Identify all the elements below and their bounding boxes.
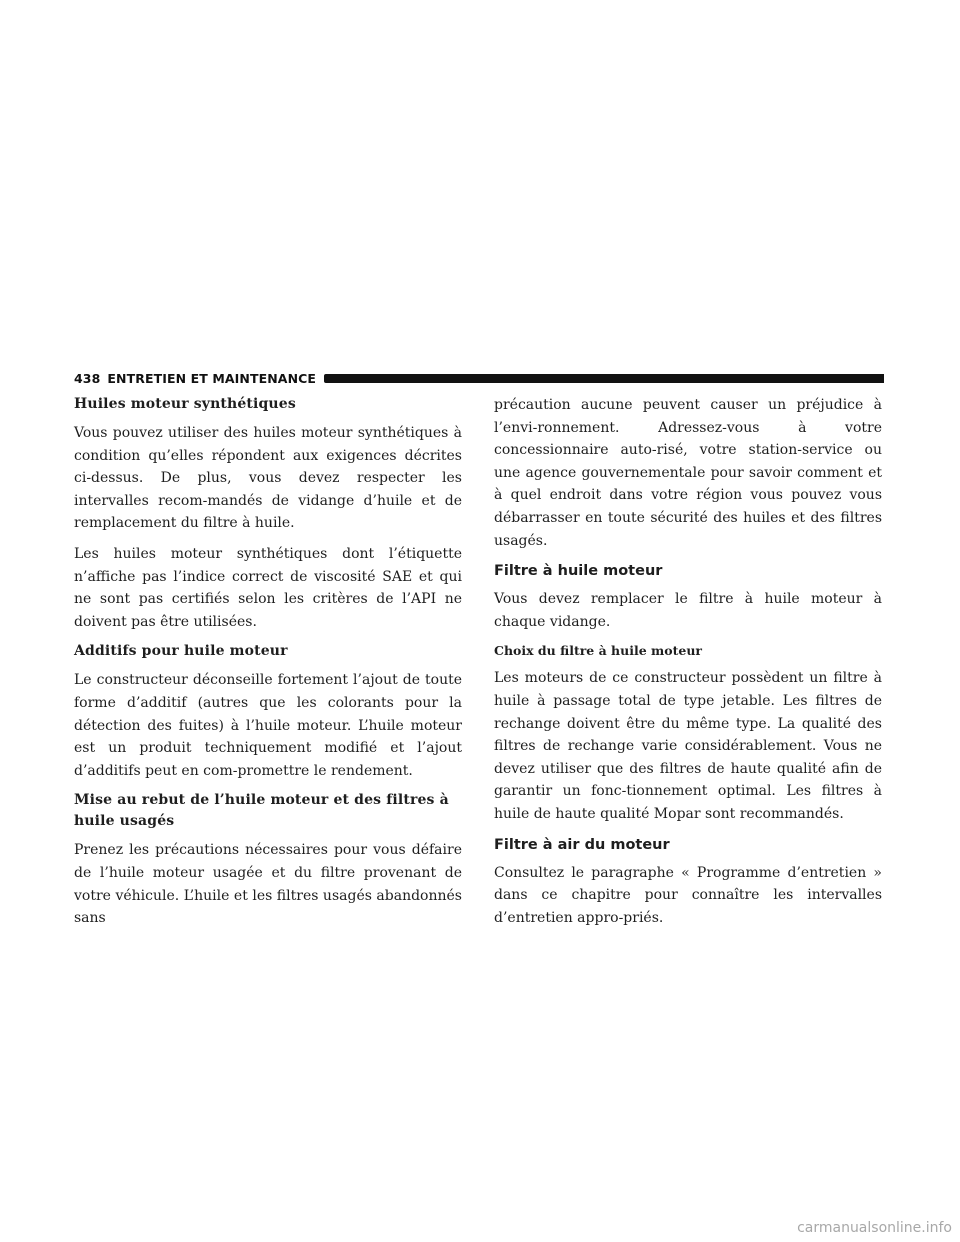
additives-paragraph: Le constructeur déconseille fortement l’ajout de toute forme d’additif (autres que les colorants pour la détection des fuites) à l’huile moteur. L’huile moteur est un produit techniquement modifié et l’ajout d’additifs peut en com-promettre le rendement. — [74, 672, 462, 779]
oil-filter-paragraph: Vous devez remplacer le filtre à huile moteur à chaque vidange. — [494, 591, 882, 630]
page-header — [74, 370, 884, 386]
synthetic-oils-heading: Huiles moteur synthétiques — [74, 396, 296, 412]
disposal-heading: Mise au rebut de l’huile moteur et des filtres à huile usagés — [74, 792, 449, 830]
right-column — [494, 394, 882, 937]
oil-filter-heading: Filtre à huile moteur — [494, 563, 663, 580]
filter-choice-paragraph: Les moteurs de ce constructeur possèdent un filtre à huile à passage total de type jetable. Les filtres de rechange doivent être du même type. La qualité des filtres de rechange varie considérablement. Vous ne devez utiliser que des filtres de haute qualité afin de garantir un fonc-tionnement optimal. Les filtres à huile de haute qualité Mopar sont recommandés. — [494, 670, 882, 822]
synthetic-oils-paragraph-2: Les huiles moteur synthétiques dont l’étiquette n’affiche pas l’indice correct de viscosité SAE et qui ne sont pas certifiés selon les critères de l’API ne doivent pas être utilisées. — [74, 545, 462, 630]
page-number: 438 — [74, 370, 101, 386]
disposal-paragraph-continued: précaution aucune peuvent causer un préjudice à l’envi-ronnement. Adressez-vous à votre concessionnaire auto-risé, votre station-service ou une agence gouvernementale pour savoir comment et à quel endroit dans votre région vous pouvez vous débarrasser en toute sécurité des huiles et des filtres usagés. — [494, 397, 882, 549]
air-filter-heading: Filtre à air du moteur — [494, 836, 670, 853]
synthetic-oils-paragraph-1: Vous pouvez utiliser des huiles moteur synthétiques à condition qu’elles répondent aux exigences décrites ci-dessus. De plus, vous devez respecter les intervalles recom-mandés de vidange d’huile et de remplacement du filtre à huile. — [74, 425, 462, 532]
header-rule — [324, 374, 884, 383]
left-column — [74, 394, 462, 938]
section-title: ENTRETIEN ET MAINTENANCE — [107, 370, 317, 386]
additives-heading: Additifs pour huile moteur — [74, 643, 288, 660]
watermark: carmanualsonline.info — [797, 1220, 952, 1236]
filter-choice-heading: Choix du filtre à huile moteur — [494, 643, 703, 659]
disposal-paragraph: Prenez les précautions nécessaires pour vous défaire de l’huile moteur usagée et du filtre provenant de votre véhicule. L’huile et les filtres usagés abandonnés sans — [74, 842, 462, 927]
air-filter-paragraph: Consultez le paragraphe « Programme d’entretien » dans ce chapitre pour connaître les intervalles d’entretien appro-priés. — [494, 864, 882, 926]
